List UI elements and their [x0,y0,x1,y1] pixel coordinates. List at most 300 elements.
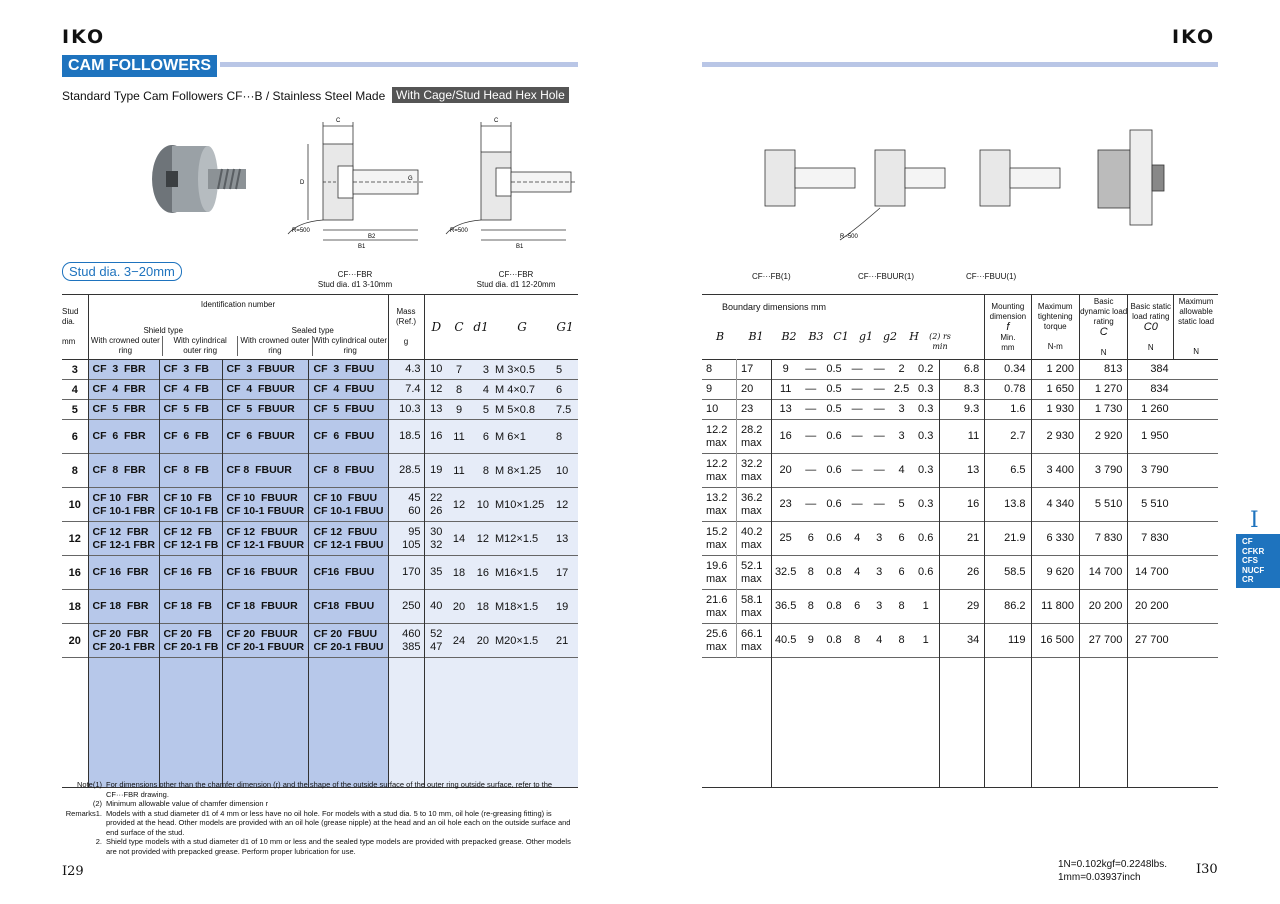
dynamic-load-cell: 11 800 [1031,590,1079,624]
hdr-G1: G1 [556,320,574,334]
stud-dia-cell: 12 [62,522,88,556]
r500-label-2: R=500 [450,228,468,234]
crowned-shield-id: CF 18 FBR [88,590,159,624]
table-row [702,488,1218,522]
C-cell: 11 [448,454,470,488]
cyl-sealed-id: CF18 FBUU [309,590,388,624]
static-load-cell: 2 920 [1079,420,1127,454]
G1-cell: 10 [552,454,578,488]
note-item: 2. Shield type models with a stud diameter d1 of 10 mm or less and the sealed type models are provided with prepacked grease. Other models are not provided with prepacked grease. Perform proper lubrication for use. [95,837,571,856]
allowable-load-cell: 20 200 [1135,600,1169,612]
dim-G: G [408,176,413,182]
G-cell: M10×1.25 [492,488,552,522]
f-cell: 16 [939,488,985,522]
cyl-shield-id: CF 16 FB [159,556,222,590]
cyl-sealed-id: CF 12 FBUU CF 12-1 FBUU [309,522,388,556]
allowable-load-cell: 5 510 [1141,498,1169,510]
crowned-shield-id: CF 4 FBR [88,380,159,400]
title-stripe-left [220,62,578,67]
hex-hole [166,171,178,187]
table-row [702,522,1218,556]
B2-cell: 23 [779,498,792,510]
hdr-d1: d1 [473,320,489,334]
table-row [62,400,578,420]
dim-c2: C [494,118,499,124]
B2-cell: 25 [779,532,792,544]
H-cell: 3 [898,430,905,442]
caption-r1: CF···FB(1) [752,272,791,281]
dynamic-load-cell: 1 200 [1031,360,1079,380]
C1-cell: 0.8 [826,634,842,646]
C1-cell: 0.5 [826,403,842,415]
g1-cell: — [851,403,863,415]
D-cell: 16 [424,420,448,454]
D-cell: 22 26 [424,488,448,522]
B1-cell: 32.2 max [736,454,771,488]
G-cell: M 4×0.7 [492,380,552,400]
sidetab-item[interactable]: CR [1242,575,1254,584]
B-cell: 19.6 max [702,556,736,590]
static-load-cell: 14 700 [1079,556,1127,590]
B3-cell: — [805,403,817,415]
crowned-sealed-id: CF 6 FBUUR [222,420,309,454]
G-cell: M 5×0.8 [492,400,552,420]
hdr-ident: Identification number Shield type Sealed type With crowned outer ring With cylindrical outer ring With crowned outer ring With cylindrical outer ring [88,295,388,360]
G-cell: M 6×1 [492,420,552,454]
r500-label-3: R−500 [840,234,858,240]
d1-cell: 6 [470,420,492,454]
C1-cell: 0.6 [826,498,842,510]
caption-r3: CF···FBUU(1) [966,272,1017,281]
g2-cell: 4 [876,634,883,646]
table-row [62,420,578,454]
g1-cell: — [851,498,863,510]
cyl-sealed-id: CF 10 FBUU CF 10-1 FBUU [309,488,388,522]
cyl-shield-id: CF 12 FB CF 12-1 FB [159,522,222,556]
cyl-shield-id: CF 3 FB [159,360,222,380]
B-cell: 8 [702,360,736,380]
D-cell: 10 [424,360,448,380]
d1-cell: 8 [470,454,492,488]
C1-cell: 0.5 [826,363,842,375]
g1-cell: 8 [854,634,861,646]
G-cell: M16×1.5 [492,556,552,590]
g2-cell: 3 [876,566,883,578]
cyl-shield-id: CF 6 FB [159,420,222,454]
iko-logo-left: IKO [62,26,106,48]
d1-cell: 12 [470,522,492,556]
crowned-shield-id: CF 3 FBR [88,360,159,380]
C1-cell: 0.8 [826,600,842,612]
g2-cell: 3 [876,600,883,612]
table-row [702,420,1218,454]
cyl-shield-id: CF 4 FB [159,380,222,400]
table-row [702,360,1218,380]
torque-cell: 2.7 [985,420,1031,454]
H-cell: 6 [898,566,905,578]
torque-cell: 86.2 [985,590,1031,624]
hdr-boundary: Boundary dimensions mm B B1 B2 B3 C1 g1 g2 H (2) rs min [702,295,985,360]
d1-cell: 16 [470,556,492,590]
crowned-sealed-id: CF 12 FBUUR CF 12-1 FBUUR [222,522,309,556]
C1-cell: 0.6 [826,430,842,442]
D-cell: 13 [424,400,448,420]
g2-cell: — [873,430,885,442]
C-cell: 8 [448,380,470,400]
B1-cell: 17 [736,360,771,380]
torque-cell: 13.8 [985,488,1031,522]
title-stripe-right [702,62,1218,67]
sidetab-item[interactable]: CFS [1242,556,1258,565]
g1-cell: 4 [854,566,861,578]
C-cell: 9 [448,400,470,420]
H-cell: 8 [898,634,905,646]
rs-cell: 1 [913,590,939,624]
g1-cell: 4 [854,532,861,544]
hdr-mount: Mounting dimension f Min. mm [985,295,1031,360]
dynamic-load-cell: 6 330 [1031,522,1079,556]
static-load-cell: 7 830 [1079,522,1127,556]
rs-cell: 0.3 [913,488,939,522]
g2-cell: — [873,383,885,395]
dynamic-load-cell: 2 930 [1031,420,1079,454]
table-row [702,590,1218,624]
stud-dia-cell: 18 [62,590,88,624]
table-row [62,380,578,400]
mass-cell: 18.5 [388,420,424,454]
sidetab-item[interactable]: NUCF [1242,565,1265,575]
allowable-load-cell: 384 [1150,363,1169,375]
dynamic-load-cell: 1 930 [1031,400,1079,420]
dynamic-load-cell: 1 650 [1031,380,1079,400]
rs-cell: 1 [913,624,939,658]
page-number-left: I29 [62,864,84,879]
allowable-load-cell: 1 950 [1141,430,1169,442]
dynamic-load-cell: 16 500 [1031,624,1079,658]
product-photo [138,138,250,220]
torque-cell: 0.34 [985,360,1031,380]
dynamic-load-cell: 9 620 [1031,556,1079,590]
mass-cell: 250 [388,590,424,624]
iko-logo-right: IKO [1172,26,1216,48]
G1-cell: 12 [552,488,578,522]
hdr-D: D [431,320,442,334]
cyl-sealed-id: CF 20 FBUU CF 20-1 FBUU [309,624,388,658]
dim-D: D [300,180,305,186]
f-cell: 34 [939,624,985,658]
cyl-sealed-id: CF16 FBUU [309,556,388,590]
cyl-sealed-id: CF 5 FBUU [309,400,388,420]
B-cell: 13.2 max [702,488,736,522]
hdr-G: G [517,320,527,334]
cyl-shield-id: CF 8 FB [159,454,222,488]
mass-cell: 28.5 [388,454,424,488]
crowned-shield-id: CF 16 FBR [88,556,159,590]
g1-cell: 6 [854,600,861,612]
G-cell: M12×1.5 [492,522,552,556]
crowned-sealed-id: CF 18 FBUUR [222,590,309,624]
table-row [62,590,578,624]
sidetab-item[interactable]: CFKR [1242,546,1265,556]
B1-cell: 58.1 max [736,590,771,624]
crowned-sealed-id: CF 3 FBUUR [222,360,309,380]
subtitle: Standard Type Cam Followers CF···B / Stainless Steel Made [62,89,386,103]
crowned-shield-id: CF 12 FBR CF 12-1 FBR [88,522,159,556]
right-table-body [702,360,1218,788]
d1-cell: 4 [470,380,492,400]
B2-cell: 16 [779,430,792,442]
f-cell: 6.8 [939,360,985,380]
table-row [62,488,578,522]
dim-B1: B1 [358,244,366,250]
stud-dia-cell: 5 [62,400,88,420]
allowable-load-cell: 27 700 [1135,634,1169,646]
B3-cell: 6 [807,532,814,544]
C1-cell: 0.8 [826,566,842,578]
B3-cell: — [805,498,817,510]
stud-dia-cell: 4 [62,380,88,400]
dim-c: C [336,118,341,124]
B-cell: 12.2 max [702,420,736,454]
allowable-load-cell: 14 700 [1135,566,1169,578]
D-cell: 12 [424,380,448,400]
G-cell: M 8×1.25 [492,454,552,488]
g2-cell: — [873,363,885,375]
dim-B2: B2 [368,234,376,240]
table-filler [702,658,1218,788]
B1-cell: 28.2 max [736,420,771,454]
G1-cell: 17 [552,556,578,590]
crowned-sealed-id: CF 20 FBUUR CF 20-1 FBUUR [222,624,309,658]
table-row [62,624,578,658]
torque-cell: 1.6 [985,400,1031,420]
B1-cell: 40.2 max [736,522,771,556]
crowned-shield-id: CF 20 FBR CF 20-1 FBR [88,624,159,658]
table-row [62,454,578,488]
unit-conversion: 1N=0.102kgf=0.2248lbs. 1mm=0.03937inch [1058,859,1167,883]
crowned-sealed-id: CF 8 FBUUR [222,454,309,488]
drawing-large-stud [436,114,580,250]
stud-dia-cell: 20 [62,624,88,658]
static-load-cell: 1 730 [1079,400,1127,420]
B2-cell: 36.5 [774,600,797,612]
G1-cell: 8 [552,420,578,454]
hdr-dyn: Basic dynamic load rating C N [1079,295,1127,360]
stud-dia-cell: 6 [62,420,88,454]
C-cell: 18 [448,556,470,590]
B1-cell: 66.1 max [736,624,771,658]
H-cell: 6 [898,532,905,544]
g2-cell: — [873,403,885,415]
torque-cell: 0.78 [985,380,1031,400]
stud-dia-cell: 8 [62,454,88,488]
B-cell: 25.6 max [702,624,736,658]
type-badge: With Cage/Stud Head Hex Hole [392,87,569,103]
chapter-roman: I [1250,508,1259,533]
mass-cell: 4.3 [388,360,424,380]
G1-cell: 7.5 [552,400,578,420]
rs-cell: 0.2 [913,360,939,380]
C-cell: 11 [448,420,470,454]
crowned-shield-id: CF 6 FBR [88,420,159,454]
C1-cell: 0.6 [826,464,842,476]
crowned-shield-id: CF 5 FBR [88,400,159,420]
table-row [62,556,578,590]
g2-cell: — [873,464,885,476]
rs-cell: 0.6 [913,556,939,590]
G1-cell: 19 [552,590,578,624]
B2-cell: 40.5 [774,634,797,646]
C-cell: 24 [448,624,470,658]
table-row [702,400,1218,420]
G-cell: M18×1.5 [492,590,552,624]
table-row [702,454,1218,488]
B1-cell: 20 [736,380,771,400]
right-drawings [730,120,1190,245]
d1-cell: 10 [470,488,492,522]
page-number-right: I30 [1196,862,1218,877]
hdr-C: C [454,320,464,334]
C-cell: 12 [448,488,470,522]
note-item: Note(1) For dimensions other than the chamfer dimension (r) and the shape of the outside surface of the outer ring outside surface, refer to the CF···FBR drawing. [76,780,553,799]
d1-cell: 20 [470,624,492,658]
side-tab[interactable] [1236,534,1280,588]
cyl-sealed-id: CF 4 FBUU [309,380,388,400]
B1-cell: 52.1 max [736,556,771,590]
f-cell: 11 [939,420,985,454]
cyl-shield-id: CF 5 FB [159,400,222,420]
g2-cell: — [873,498,885,510]
D-cell: 19 [424,454,448,488]
stud-dia-cell: 10 [62,488,88,522]
B-cell: 10 [702,400,736,420]
B2-cell: 20 [779,464,792,476]
table-row [62,360,578,380]
mass-cell: 7.4 [388,380,424,400]
crowned-sealed-id: CF 4 FBUUR [222,380,309,400]
H-cell: 8 [898,600,905,612]
G1-cell: 5 [552,360,578,380]
G1-cell: 6 [552,380,578,400]
g1-cell: — [851,464,863,476]
caption-left2: CF···FBR Stud dia. d1 12-20mm [476,270,556,289]
B-cell: 9 [702,380,736,400]
table-filler [62,658,578,788]
cyl-shield-id: CF 18 FB [159,590,222,624]
B1-cell: 23 [736,400,771,420]
rs-cell: 0.3 [913,454,939,488]
H-cell: 2 [898,363,905,375]
G1-cell: 13 [552,522,578,556]
f-cell: 26 [939,556,985,590]
B3-cell: — [805,430,817,442]
table-row [62,522,578,556]
H-cell: 4 [898,464,905,476]
note-item: Remarks1. Models with a stud diameter d1 of 4 mm or less have no oil hole. For models with a stud dia. 5 to 10 mm, oil hole (re-greasing fitting) is provided at the head. Other models are provided with an oil hole (grease nipple) at the head and an oil hole each on the outside surface and end surface of the stud. [65,808,571,837]
static-load-cell: 20 200 [1079,590,1127,624]
D-cell: 52 47 [424,624,448,658]
caption-r2: CF···FBUUR(1) [858,272,914,281]
B-cell: 12.2 max [702,454,736,488]
B3-cell: — [805,383,817,395]
g1-cell: — [851,363,863,375]
left-table-body [62,360,578,788]
f-cell: 9.3 [939,400,985,420]
mass-cell: 45 60 [388,488,424,522]
d1-cell: 5 [470,400,492,420]
stud-dia-cell: 16 [62,556,88,590]
G-cell: M 3×0.5 [492,360,552,380]
hdr-stud: Stud dia. mm [62,295,88,360]
B2-cell: 32.5 [774,566,797,578]
crowned-sealed-id: CF 10 FBUUR CF 10-1 FBUUR [222,488,309,522]
D-cell: 40 [424,590,448,624]
hdr-torque: Maximum tightening torque N-m [1031,295,1079,360]
stud-dia-cell: 3 [62,360,88,380]
torque-cell: 58.5 [985,556,1031,590]
mass-cell: 460 385 [388,624,424,658]
H-cell: 2.5 [893,383,910,395]
note-item: (2) Minimum allowable value of chamfer dimension r [92,799,269,808]
f-cell: 21 [939,522,985,556]
torque-cell: 6.5 [985,454,1031,488]
H-cell: 5 [898,498,905,510]
static-load-cell: 5 510 [1079,488,1127,522]
C-cell: 20 [448,590,470,624]
B-cell: 15.2 max [702,522,736,556]
torque-cell: 119 [985,624,1031,658]
r500-label: R=500 [292,228,310,234]
static-load-cell: 1 270 [1079,380,1127,400]
g1-cell: — [851,383,863,395]
B2-cell: 9 [782,363,789,375]
rs-cell: 0.3 [913,380,939,400]
hdr-stat: Basic static load rating C0 N [1128,295,1174,360]
drawing-small-stud [278,114,428,250]
static-load-cell: 27 700 [1079,624,1127,658]
table-row [702,624,1218,658]
rs-cell: 0.6 [913,522,939,556]
sidetab-item[interactable]: CF [1242,537,1253,546]
crowned-sealed-id: CF 5 FBUUR [222,400,309,420]
C-cell: 7 [448,360,470,380]
torque-cell: 21.9 [985,522,1031,556]
mass-cell: 95 105 [388,522,424,556]
crowned-shield-id: CF 8 FBR [88,454,159,488]
C1-cell: 0.6 [826,532,842,544]
D-cell: 30 32 [424,522,448,556]
table-row [702,556,1218,590]
B3-cell: 8 [807,600,814,612]
B3-cell: 9 [807,634,814,646]
g2-cell: 3 [876,532,883,544]
dim-B1-2: B1 [516,244,524,250]
right-spec-table [702,294,1218,788]
B3-cell: — [805,363,817,375]
mass-cell: 10.3 [388,400,424,420]
static-load-cell: 813 [1079,360,1127,380]
cyl-sealed-id: CF 3 FBUU [309,360,388,380]
B3-cell: 8 [807,566,814,578]
crowned-shield-id: CF 10 FBR CF 10-1 FBR [88,488,159,522]
H-cell: 3 [898,403,905,415]
rs-cell: 0.3 [913,400,939,420]
G-cell: M20×1.5 [492,624,552,658]
hdr-allow: Maximum allowable static load N [1178,297,1215,356]
dynamic-load-cell: 4 340 [1031,488,1079,522]
G1-cell: 21 [552,624,578,658]
d1-cell: 18 [470,590,492,624]
